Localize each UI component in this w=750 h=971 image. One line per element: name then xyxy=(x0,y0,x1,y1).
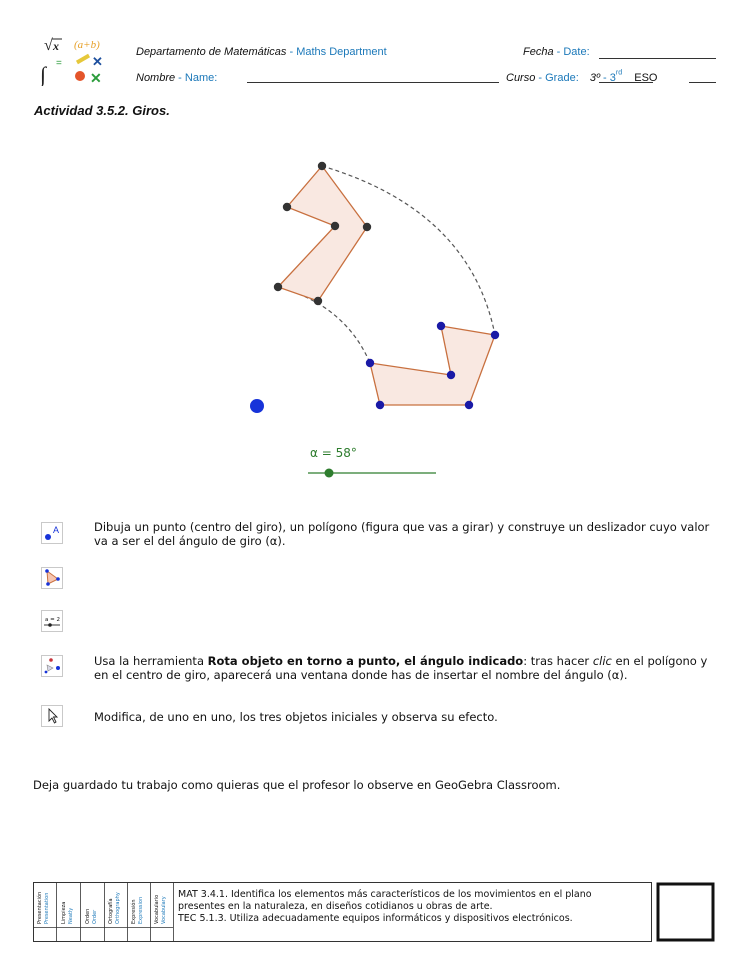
name-label: Nombre xyxy=(136,72,176,84)
rubric-col-limpieza: Limpieza xyxy=(61,901,67,924)
rotate-tool-name: Rota objeto en torno a punto, el ángulo indicado xyxy=(207,654,524,668)
rubric-criteria xyxy=(178,889,592,925)
rubric-col-vocabulario: Vocabulario xyxy=(154,894,160,924)
criteria-line: MAT 3.4.1. Identifica los elementos más característicos de los movimientos en el plano xyxy=(178,889,592,900)
grade-heading: Curso - Grade: 3º - 3rd ESO xyxy=(506,69,658,84)
logo-sqrt-var: x xyxy=(53,39,59,53)
rotation-center-point xyxy=(250,399,264,413)
svg-text:=: = xyxy=(56,58,62,69)
grade-number: 3 xyxy=(609,72,616,84)
grade-level: ESO xyxy=(634,72,658,84)
slider-label: α = 58° xyxy=(310,446,357,460)
date-fill-line xyxy=(599,58,716,59)
original-polygon xyxy=(278,166,367,301)
department-heading: Departamento de Matemáticas - Maths Department xyxy=(136,46,387,58)
date-heading: Fecha - Date: xyxy=(523,46,590,58)
point-tool-icon xyxy=(41,522,63,544)
instruction-rotate-tool: Usa la herramienta Rota objeto en torno a punto, el ángulo indicado: tras hacer clic en el polígono y en el centro de giro, aparecerá una ventana donde has de insertar el nombre del ángulo (α). xyxy=(94,654,708,682)
rubric-col-orden: Orden xyxy=(85,908,91,924)
rubric-col-expression: Expression xyxy=(138,896,144,924)
department-label: Departamento de Matemáticas xyxy=(136,46,287,58)
rotation-arc-inner xyxy=(278,287,370,363)
rubric-col-expresion: Expresión xyxy=(131,899,137,924)
slider-handle[interactable] xyxy=(325,469,334,478)
vertex xyxy=(331,222,339,230)
vertex xyxy=(283,203,291,211)
grade-label: Curso xyxy=(506,72,536,84)
logo-formula: (a+b) xyxy=(74,39,100,51)
svg-text:A: A xyxy=(53,525,60,535)
vertex xyxy=(376,401,384,409)
grade-fill-line xyxy=(599,82,653,83)
svg-text:✕: ✕ xyxy=(90,70,102,86)
move-tool-icon xyxy=(41,705,63,727)
department-en: Maths Department xyxy=(296,46,387,58)
svg-text:√: √ xyxy=(44,37,53,54)
rotation-figure xyxy=(240,155,510,490)
rubric-col-presentation: Presentation xyxy=(44,892,50,924)
name-heading: Nombre - Name: xyxy=(136,72,218,84)
slider-tool-icon xyxy=(41,610,63,632)
rubric-col-order: Order xyxy=(92,909,98,924)
name-fill-line xyxy=(247,82,499,83)
instruction-move-tool: Modifica, de uno en uno, los tres objetos iniciales y observa su efecto. xyxy=(94,710,498,724)
date-en: Date: xyxy=(563,46,590,58)
grade-box xyxy=(658,884,713,940)
vertex xyxy=(491,331,499,339)
vertex xyxy=(318,162,326,170)
vertex xyxy=(363,223,371,231)
date-label: Fecha xyxy=(523,46,554,58)
rubric-col-vocabulary: Vocabulary xyxy=(161,896,167,924)
rubric-col-presentacion: Presentación xyxy=(37,891,43,924)
svg-text:∫: ∫ xyxy=(40,62,47,86)
department-logo xyxy=(36,36,108,86)
svg-text:✕: ✕ xyxy=(92,54,103,69)
vertex xyxy=(437,322,445,330)
grade-ordinal: rd xyxy=(615,69,623,77)
rotate-tool-icon xyxy=(41,655,63,677)
vertex xyxy=(314,297,322,305)
criteria-line: presentes en la naturaleza, en diseños cotidianos u obras de arte. xyxy=(178,901,493,912)
vertex xyxy=(366,359,374,367)
vertex xyxy=(447,371,455,379)
rubric-col-neatly: Neatly xyxy=(68,907,74,924)
rubric-col-orthography: Orthography xyxy=(115,892,121,924)
name-en: Name: xyxy=(184,72,218,84)
level-fill-line xyxy=(689,82,716,83)
final-note: Deja guardado tu trabajo como quieras que el profesor lo observe en GeoGebra Classroom. xyxy=(33,778,561,792)
rubric-col-ortografia: Ortografía xyxy=(108,898,114,924)
criteria-line: TEC 5.1.3. Utiliza adecuadamente equipos informáticos y dispositivos electrónicos. xyxy=(178,913,573,924)
grade-en: Grade: xyxy=(545,72,579,84)
polygon-tool-icon xyxy=(41,567,63,589)
instruction-point-tool: Dibuja un punto (centro del giro), un polígono (figura que vas a girar) y construye un deslizador cuyo valor va a ser el del ángulo de giro (α). xyxy=(94,520,710,548)
vertex xyxy=(274,283,282,291)
rotated-polygon xyxy=(370,326,495,405)
activity-title: Actividad 3.5.2. Giros. xyxy=(34,103,170,118)
grade-es: 3º xyxy=(589,72,600,84)
vertex xyxy=(465,401,473,409)
svg-text:a = 2: a = 2 xyxy=(45,617,60,623)
